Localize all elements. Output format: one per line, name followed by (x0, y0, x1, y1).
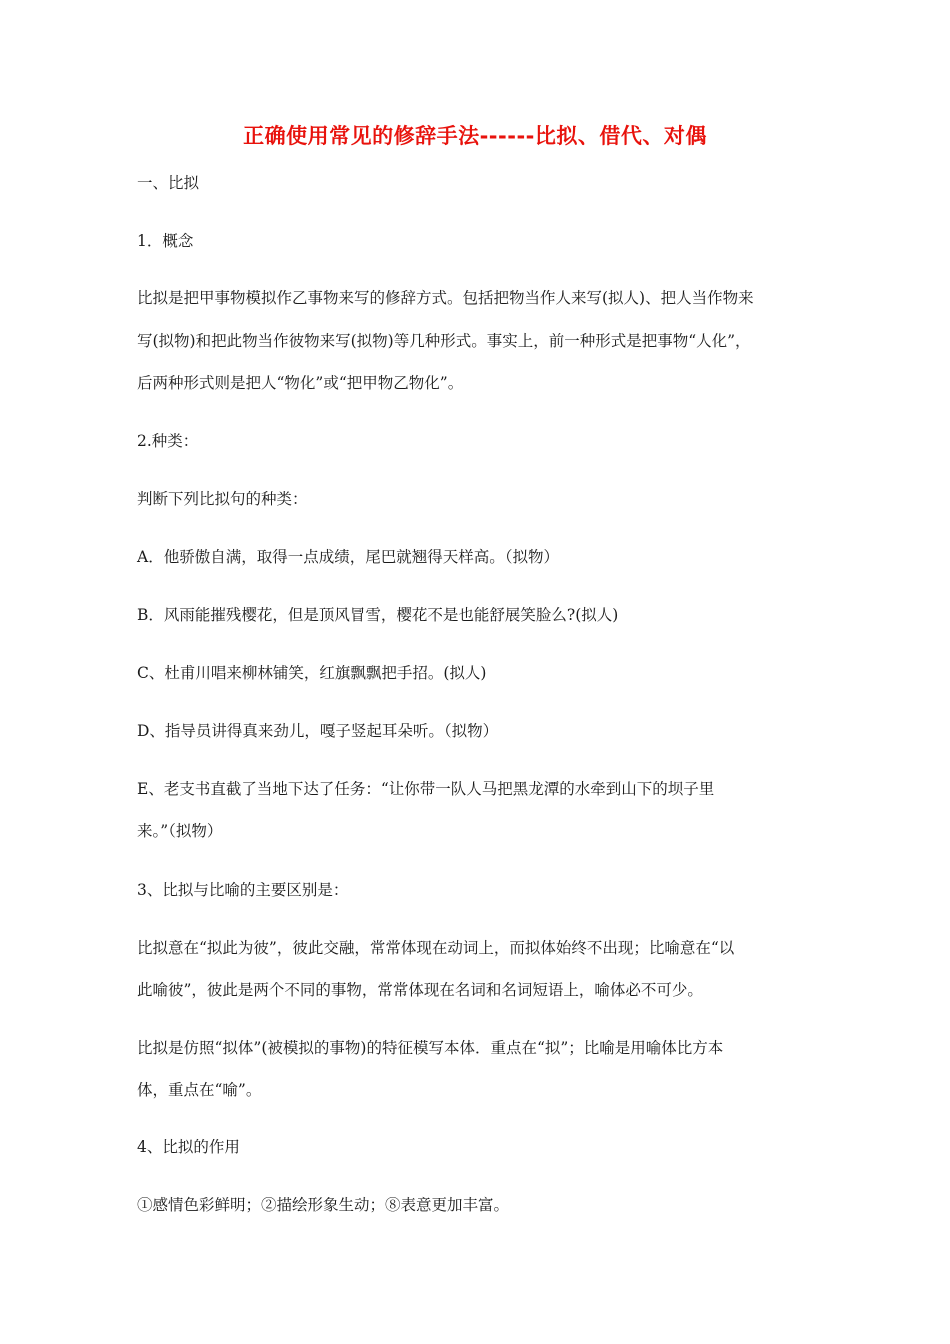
paragraph-line: 写(拟物)和把此物当作彼物来写(拟物)等几种形式。事实上，前一种形式是把事物“人化”， (137, 332, 751, 350)
example-a: A．他骄傲自满，取得一点成绩，尾巴就翘得天样高。（拟物） (137, 548, 559, 566)
subheading-concept: 1．概念 (137, 232, 194, 250)
document-title: 正确使用常见的修辞手法------比拟、借代、对偶 (243, 124, 707, 148)
example-b: B．风雨能摧残樱花，但是顶风冒雪，樱花不是也能舒展笑脸么?(拟人) (137, 606, 619, 624)
paragraph-line: 比拟意在“拟此为彼”，彼此交融，常常体现在动词上，而拟体始终不出现；比喻意在“以 (137, 939, 735, 957)
paragraph-line: 体，重点在“喻”。 (137, 1081, 262, 1099)
section-heading-biní: 一、比拟 (137, 174, 200, 192)
example-e-cont: 来。”（拟物） (137, 822, 223, 840)
paragraph-line: 此喻彼”，彼此是两个不同的事物，常常体现在名词和名词短语上，喻体必不可少。 (137, 981, 703, 999)
paragraph-line: ①感情色彩鲜明；②描绘形象生动；⑧表意更加丰富。 (137, 1196, 510, 1214)
paragraph-line: 判断下列比拟句的种类： (137, 490, 308, 508)
subheading-difference: 3、比拟与比喻的主要区别是： (137, 881, 349, 899)
paragraph-line: 比拟是仿照“拟体”(被模拟的事物)的特征模写本体．重点在“拟”；比喻是用喻体比方本 (137, 1039, 724, 1057)
example-d: D、指导员讲得真来劲儿，嘎子竖起耳朵听。（拟物） (137, 722, 499, 740)
paragraph-line: 后两种形式则是把人“物化”或“把甲物乙物化”。 (137, 374, 464, 392)
example-e: E、老支书直截了当地下达了任务：“让你带一队人马把黑龙潭的水牵到山下的坝子里 (137, 780, 715, 798)
subheading-function: 4、比拟的作用 (137, 1138, 240, 1156)
example-c: C、杜甫川唱来柳林铺笑，红旗飘飘把手招。(拟人) (137, 664, 487, 682)
paragraph-line: 比拟是把甲事物模拟作乙事物来写的修辞方式。包括把物当作人来写(拟人)、把人当作物来 (137, 289, 754, 307)
subheading-types: 2.种类： (137, 432, 199, 450)
